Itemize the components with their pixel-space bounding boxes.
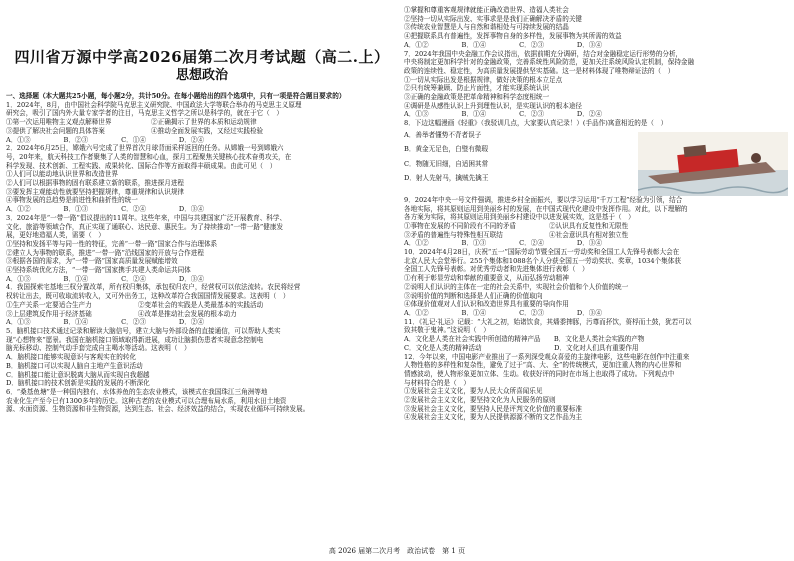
question-line: 1．2024年，8月，由中国社会科学院马克思主义研究院、中国政法大学等联合举办的马克思主义原理	[6, 100, 302, 109]
question-line: 北京人民大会堂举行。255个集体和1088名个人分获全国五一劳动奖状、奖章，1034个集体获	[404, 256, 681, 265]
q8-options	[404, 128, 638, 196]
question-line: A．①③ B．①④ C．②③ D．②④	[404, 110, 602, 119]
question-line: ①发展社会主义文化，要为人民大众所喜闻乐见	[404, 387, 543, 396]
question-line: ②人们可以根据事物的固有联系建立新的联系，推进探月进程	[6, 179, 185, 188]
question-line: 人物性格的多样性和复杂性，避免了过于“高、大、全”的传统模式，更加注重人物的内心世界和	[404, 361, 682, 370]
q8-option: A．善举者懂势不背者误子	[404, 130, 482, 139]
question-line: 研究会，吸引了国内外大量专家学者的注目，马克思主义哲学之所以是科学的，就在于它（ ）	[6, 109, 283, 118]
question-line: 9．2024年中央一号文件强调，推进乡村全面振兴，要以学习运用“千万工程”经验为引领，结合	[404, 195, 683, 204]
question-line: B．脑机接口可以实现人脑自主地产生意识活动	[6, 361, 143, 370]
question-line: ①第一次运用唯物主义观点解释世界 ②正确揭示了世界的本质和运动规律	[6, 118, 257, 127]
question-line: 6．“桑基鱼塘”是一种国内独有、水体养鱼的生态农业模式，该模式在我国珠江三角洲等地	[6, 387, 268, 396]
question-line: A．脑机接口能够实现意识与客观实在的转化	[6, 353, 137, 362]
question-line: 全国工人先锋号表彰。对优秀劳动者和先进集体进行表彰（ ）	[404, 265, 589, 274]
question-line: 展，更好地造福人类，需要（ ）	[6, 231, 105, 240]
question-line: ④坚持系统优化方法，“一带一路”国家携手共建人类命运共同体	[6, 266, 191, 275]
section-heading: 一、选择题（本大题共25小题，每小题2分，共计50分。在每小题给出的四个选项中，只有一项是符合题目要求的）	[6, 92, 346, 100]
question-line: ③说明价值的判断和选择是人们正确的价值取向	[404, 291, 543, 300]
question-line: ②坚持一切从实际出发、实事求是是我们正确解决矛盾的关键	[404, 14, 583, 23]
question-line: ④把握联系具有普遍性，发挥事物自身的多样性，发展事物为其所需的效益	[404, 32, 622, 41]
question-line: 情感波动，使人物形象更加立体、生动。收获好评的同时在市场上也取得了成功。下列观点中	[404, 369, 675, 378]
question-line: ④发展社会主义文化，要为人民提供源源不断的文艺作品为主	[404, 413, 583, 422]
question-line: 源、水面资源、生物资源和非生物资源，达到生态、社会、经济效益的结合，实现农业循环可持续发展。	[6, 405, 310, 414]
question-line: D．脑机接口的技术创新是实践的发展的不断深化	[6, 379, 150, 388]
question-line: C．文化是人类的精神活动 D．文化对人们具有重要作用	[404, 343, 639, 352]
question-line: ③正确的金融政策是把革命精神和科学态度相统一	[404, 93, 550, 102]
question-line: A．①③ B．②③ C．①④ D．②④	[6, 135, 204, 144]
question-line: ①掌握和尊重客观规律就能正确改造世界、造福人类社会	[404, 6, 569, 14]
q8-block	[404, 128, 788, 196]
question-line: 11．《礼记·礼运》记载：“大礼之初，始诸饮食，其燔黍捭豚，污尊而抔饮，蒉桴而土鼓，犹若可以	[404, 317, 692, 326]
question-line: 3．2024年是“一带一路”倡议提出的11周年。这些年来，中国与共建国家广泛开展教育、科学、	[6, 213, 287, 222]
question-line: A．①③ B．①④ C．②④ D．③④	[6, 274, 204, 283]
q8-option: C．物随无旧细，自适困其常	[404, 159, 489, 168]
question-line: 现“心想物来”愿景。我国在脑机接口领域取得新进展，成功让脑损伤患者实现意念控制电	[6, 335, 264, 344]
question-line: A．①② B．①③ C．②④ D．③④	[6, 205, 204, 214]
question-line: ③矛盾的普遍性与特殊性相互联结 ④社会意识具有相对独立性	[404, 230, 629, 239]
question-line: 号，20年来，航天科技工作者聚集了人类的智慧和心血，探月工程聚焦关键核心技术奋勇攻关，在	[6, 152, 292, 161]
question-line: ③根据各国的需求，为“一带一路”国家高质量发展赋能增效	[6, 257, 178, 266]
question-line: ④调研是从感性认识上升到理性认识，是实现认识的根本途径	[404, 101, 583, 110]
question-line: 科学发现、技术创新、工程实践、成果转化、国际合作等方面取得丰硕成果。由此可见（ ）	[6, 161, 277, 170]
right-questions-top	[404, 6, 788, 119]
question-line: ③传统农业智慧是人与自然和谐相处与可持续发展的结晶	[404, 23, 569, 32]
question-line: 12．今年以来，中国电影产业推出了一系列深受观众喜爱的主旋律电影，这些电影在创作中注重来	[404, 352, 690, 361]
question-line: ②只有统筹兼顾、防止片面性，才能实现系统认识	[404, 84, 550, 93]
question-line: 农业化生产至今已有1300多年的历史。这种古老的农业模式可以合理布局水系，利用水田土地资	[6, 396, 287, 405]
question-line: 文化、旅游等领域合作，真正实现了通联心、达民意、惠民生。为了持续推动“一带一路”健康发	[6, 222, 284, 231]
question-line: 政策的连续性、稳定性，为高质量发展提供坚实基础。这一是材料体现了唯物辩证法的（ ）	[404, 66, 675, 75]
right-column	[404, 6, 788, 422]
question-line: A．文化是人类在社会实践中所创造的精神产品 B．文化是人类社会实践的产物	[404, 335, 645, 344]
question-line: 各方案为实际，将其原则运用到美丽乡村建设中以进发展实效，这是基于（ ）	[404, 213, 635, 222]
exam-title: 四川省万源中学高2026届第二次月考试题（高二.上）	[14, 48, 390, 66]
cartoon-image	[638, 132, 788, 196]
question-line: ③要发挥主观能动性就要坚持把握规律，尊重规律和认识规律	[6, 187, 185, 196]
question-line: 权转让出去，既可收取流转收入，又可外出务工，这种改革符合我国国情发展要求。这表明（ ）	[6, 292, 290, 301]
right-questions-bottom	[404, 196, 788, 422]
question-line: 4．我国探索宅基地三权分置改革，所有权归集体，承包权归农户，经营权可以依法流转。农民将经营	[6, 283, 301, 292]
q8-option: B．黄金无足色，白璧有微瑕	[404, 145, 488, 154]
question-line: A．①② B．①④ C．②③ D．③④	[404, 40, 602, 49]
q8-option: D．射人先射马，擒贼先擒王	[404, 174, 489, 183]
question-line: 脑光标移动、控制气动手套完成自主喝水等活动。这表明（ ）	[6, 344, 191, 353]
question-line: 致其敬于鬼神。”这说明（ ）	[404, 326, 490, 335]
question-line: 7．2024年我国中央金融工作会议指出，依据前期充分调研，结合对金融稳定运行形势的分析，	[404, 49, 683, 58]
page-footer: 高 2026 届第二次月考 政治试卷 第 1 页	[328, 547, 466, 555]
question-line: 5．脑机接口技术通过记录和解读大脑信号，建立大脑与外部设备的直接通信，可以帮助人类实	[6, 326, 281, 335]
question-line: ①一切从实际出发是根据规律，做好决策的根本立足点	[404, 75, 563, 84]
question-line: ②说明人们认识的主体在一定的社会关系中，实现社会价值和个人价值的统一	[404, 282, 629, 291]
q8-stem: 8．下边这幅漫画《轻重》（我驳训几点，大家要认真记录！）(手品作)寓意相近的是（ ）	[404, 119, 668, 128]
question-line: A．①③ B．①④ C．②③ D．②④	[6, 318, 204, 327]
question-line: 与材料符合的是（ ）	[404, 378, 470, 387]
question-line: ①生产关系一定要适合生产力 ②变革社会的实践是人类最基本的实践活动	[6, 300, 264, 309]
question-line: ④体现价值观对人们认识和改造世界具有重要的导向作用	[404, 300, 569, 309]
question-line: ①坚持和发扬平等与同一性的特征，完善“一带一路”国家合作与治理体系	[6, 239, 218, 248]
question-line: ④事物发展的总趋势是前进性和曲折性的统一	[6, 196, 138, 205]
question-line: 各地实际，将其原则运用到美丽乡村的发展，在中国式现代化建设中发挥作用。对此，以下理解的	[404, 204, 688, 213]
question-line: ①人们可以能动地认识世界和改造世界	[6, 170, 119, 179]
question-line: ①有利于彰显劳动和奉献的重要意义，从而弘扬劳动精神	[404, 274, 569, 283]
question-line: 10．2024年4月28日，庆祝“五一”国际劳动节暨全国五一劳动奖和全国工人先锋号表彰大会在	[404, 248, 680, 257]
question-line: A．①② B．①④ C．②③ D．③④	[404, 308, 602, 317]
question-line: ②建立人为事物的联系，推进“一带一路”沿线国家的开放与合作进程	[6, 248, 204, 257]
left-questions	[6, 101, 398, 414]
question-line: ③上层建筑反作用于经济基础 ④改革是推动社会发展的根本动力	[6, 309, 237, 318]
question-line: 2．2024年6月25日，嫦娥六号完成了世界首次月球背面采样返回的任务。从嫦娥一号到嫦娥六	[6, 144, 284, 153]
question-line: 中央将制定更加科学针对的金融政策，完善系统性风险防范，更加关注系统风险认定机制，保持金融	[404, 58, 695, 67]
exam-subject: 思想政治	[175, 68, 228, 83]
left-column	[6, 6, 398, 414]
question-line: ①事物在发展的不同阶段有不同的矛盾 ②认识具有反复性和无限性	[404, 221, 629, 230]
question-line: ②发展社会主义文化，要坚持文化为人民服务的原则	[404, 396, 556, 405]
question-line: A．①② B．①③ C．②④ D．③④	[404, 239, 602, 248]
question-line: ③提供了解决社会问题的具体答案 ④推动全面发展实践，又经过实践检验	[6, 126, 264, 135]
question-line: C．脑机接口能让意识脱离大脑从而实现自我超越	[6, 370, 150, 379]
question-line: ③发展社会主义文化，要坚持人民是评判文化价值的重要标准	[404, 404, 583, 413]
